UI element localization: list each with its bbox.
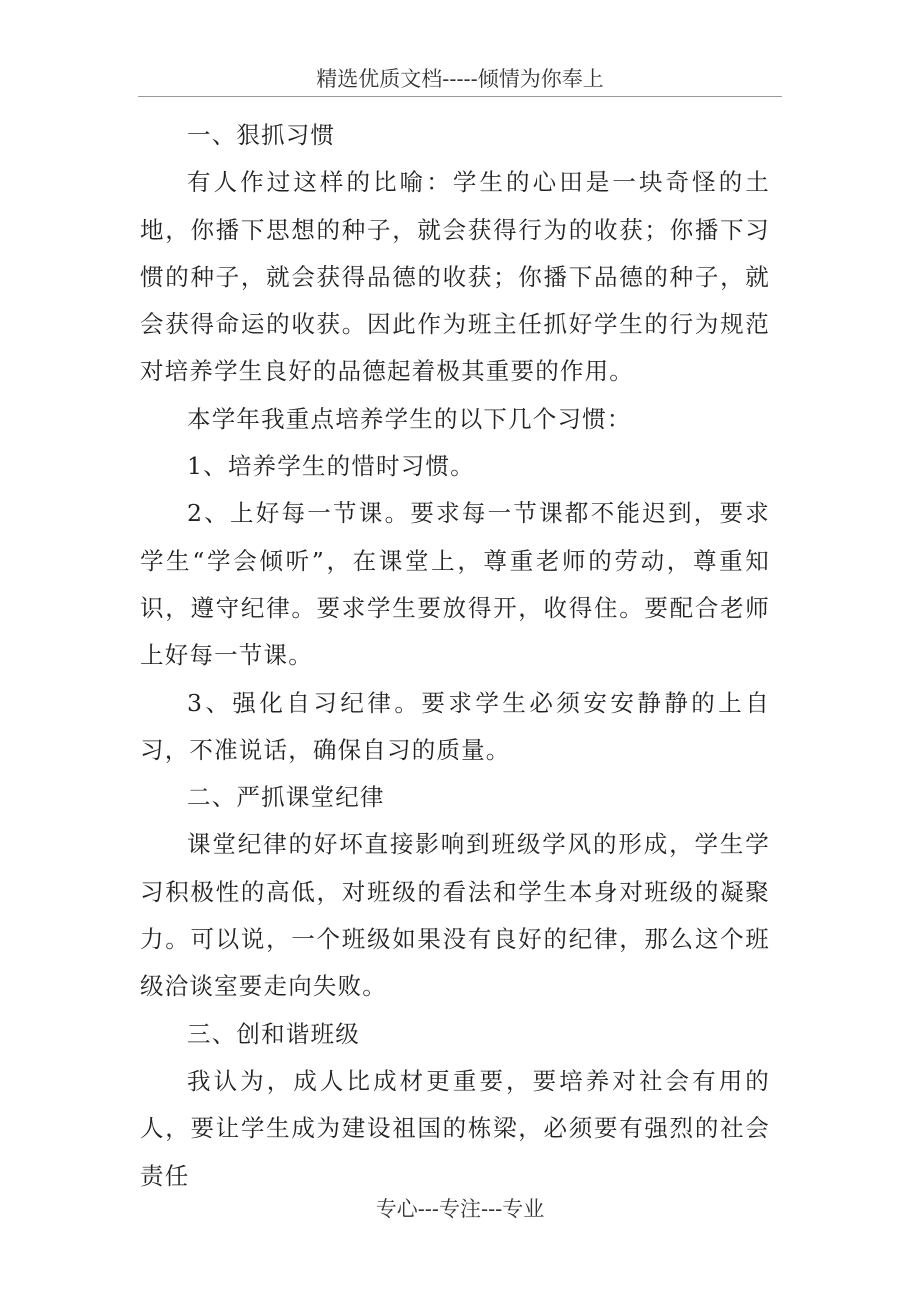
page-header: 精选优质文档-----倾情为你奉上 [316,67,604,91]
list-item-2: 2、上好每一节课。要求每一节课都不能迟到，要求学生“学会倾听”，在课堂上，尊重老师的劳动，尊重知识，遵守纪律。要求学生要放得开，收得住。要配合老师上好每一节课。 [140,499,770,670]
section-heading-habits: 一、狠抓习惯 [187,121,336,149]
list-item-1: 1、培养学生的惜时习惯。 [187,452,475,481]
header-divider [138,96,782,97]
section-heading-harmony: 三、创和谐班级 [187,1019,360,1048]
page-footer: 专心---专注---专业 [375,1197,545,1221]
document-body [140,112,770,1200]
paragraph-metaphor: 有人作过这样的比喻：学生的心田是一块奇怪的土地，你播下思想的种子，就会获得行为的收获；你播下习惯的种子，就会获得品德的收获；你播下品德的种子，就会获得命运的收获。因此作为班主任抓好学生的行为规范对培养学生良好的品德起着极其重要的作用。 [140,168,770,386]
list-item-3: 3、强化自习纪律。要求学生必须安安静静的上自习，不准说话，确保自习的质量。 [140,688,770,764]
paragraph-discipline: 课堂纪律的好坏直接影响到班级学风的形成，学生学习积极性的高低，对班级的看法和学生本身对班级的凝聚力。可以说，一个班级如果没有良好的纪律，那么这个班级洽谈室要走向失败。 [140,830,770,1001]
paragraph-habits-intro: 本学年我重点培养学生的以下几个习惯： [187,404,632,433]
paragraph-harmony: 我认为，成人比成材更重要，要培养对社会有用的人，要让学生成为建设祖国的栋梁，必须要有强烈的社会责任 [140,1066,770,1190]
section-heading-discipline: 二、严抓课堂纪律 [187,783,385,812]
